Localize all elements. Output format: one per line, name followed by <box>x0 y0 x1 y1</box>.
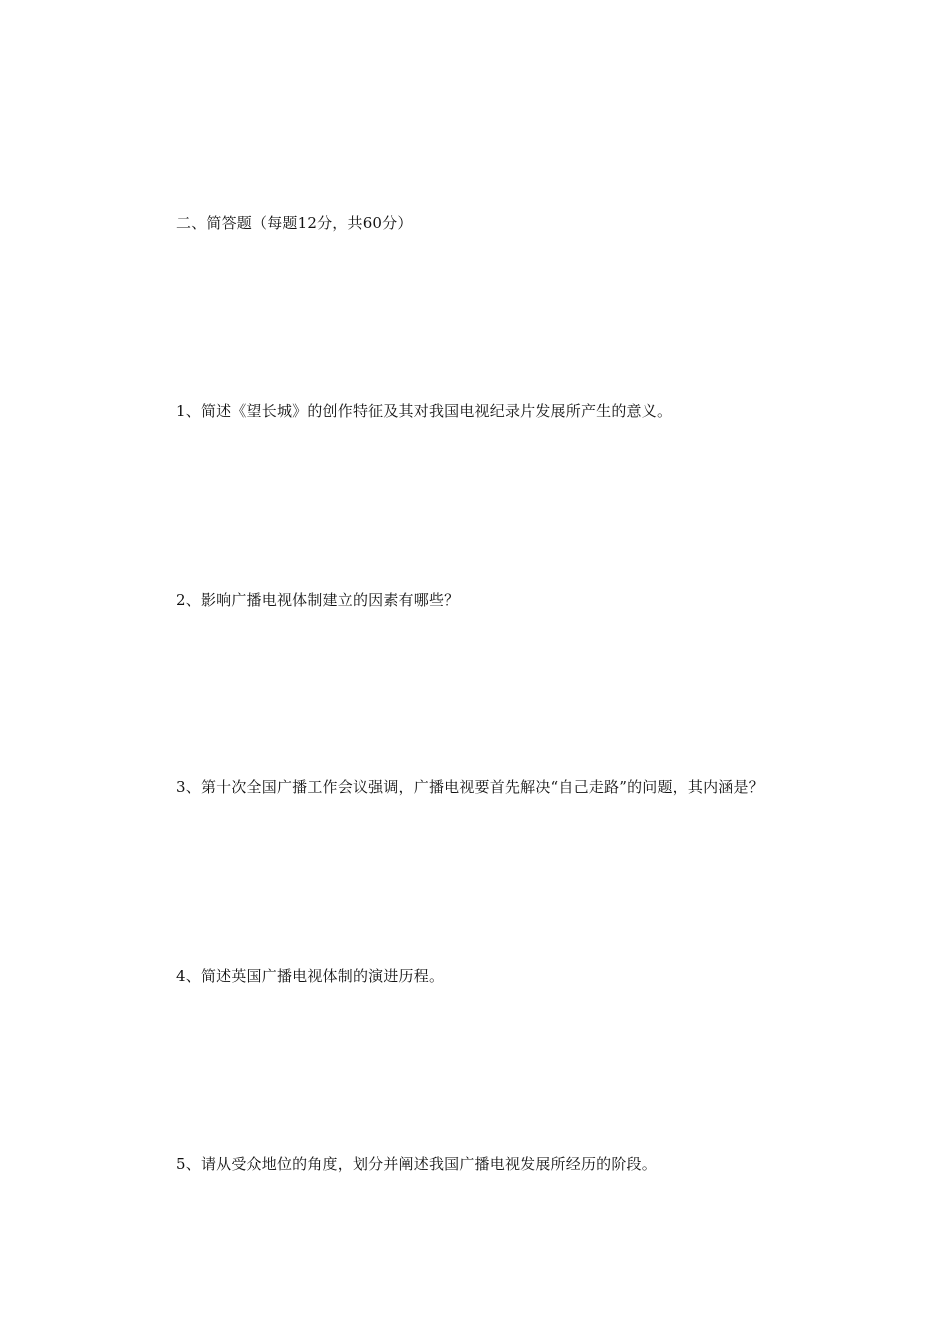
question-5: 5、请从受众地位的角度，划分并阐述我国广播电视发展所经历的阶段。 <box>176 1155 657 1173</box>
question-1: 1、简述《望长城》的创作特征及其对我国电视纪录片发展所产生的意义。 <box>176 402 673 420</box>
question-2: 2、影响广播电视体制建立的因素有哪些？ <box>176 591 460 609</box>
question-3: 3、第十次全国广播工作会议强调，广播电视要首先解决“自己走路”的问题，其内涵是？ <box>176 778 764 796</box>
section-heading: 二、简答题（每题12分，共60分） <box>176 214 413 232</box>
question-4: 4、简述英国广播电视体制的演进历程。 <box>176 967 445 985</box>
